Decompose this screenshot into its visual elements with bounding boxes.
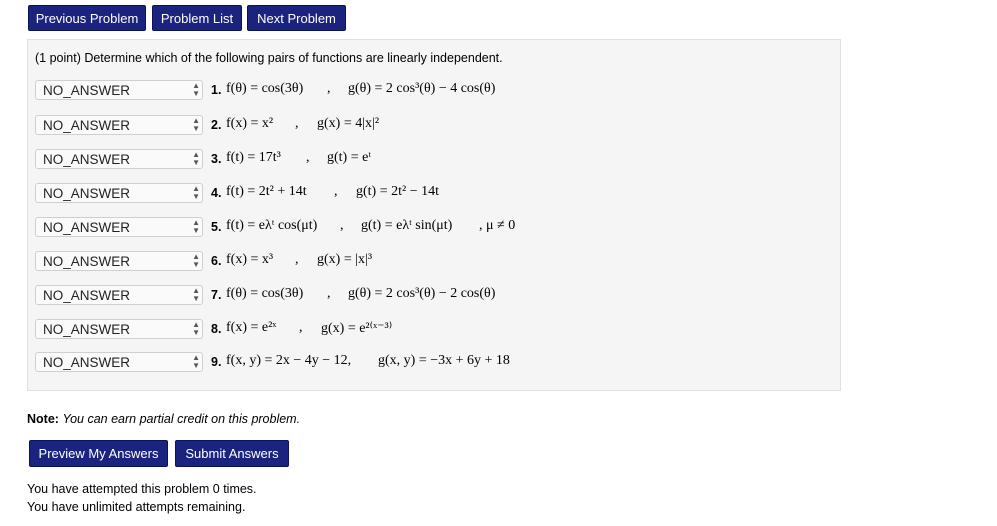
item-f-expression: f(x, y) = 2x − 4y − 12, [226,353,352,368]
item-number: 4. [211,186,222,200]
answer-select-2[interactable] [35,115,203,135]
select-value: NO_ANSWER [43,152,131,167]
remaining-attempts-status: You have unlimited attempts remaining. [27,500,246,514]
item-separator: , [334,184,338,199]
item-number: 8. [211,322,222,336]
item-g-expression: g(t) = 2t² − 14t [356,184,439,199]
item-g-expression: g(x) = 4|x|² [317,116,380,131]
previous-problem-button[interactable]: Previous Problem [28,5,146,31]
submit-answers-button[interactable]: Submit Answers [175,440,289,467]
select-value: NO_ANSWER [43,288,131,303]
item-g-expression: g(x) = e²⁽ˣ⁻³⁾ [321,321,393,336]
item-separator: , [306,150,310,165]
item-f-expression: f(θ) = cos(3θ) [226,81,304,96]
item-g-expression: g(t) = eᵗ [327,150,372,165]
answer-select-5[interactable] [35,217,203,237]
item-g-expression: g(θ) = 2 cos³(θ) − 2 cos(θ) [348,286,496,301]
item-f-expression: f(x) = x² [226,116,274,131]
item-separator: , [295,116,299,131]
answer-row-6 [35,251,835,273]
answer-select-1[interactable] [35,80,203,100]
item-separator: , [340,218,344,233]
answer-row-1 [35,80,835,102]
item-number: 9. [211,355,222,369]
problem-panel [27,39,841,391]
answer-row-3 [35,149,835,171]
problem-prompt: (1 point) Determine which of the following pairs of functions are linearly independent. [35,51,503,65]
select-value: NO_ANSWER [43,83,131,98]
item-f-expression: f(t) = 2t² + 14t [226,184,307,199]
item-separator: , [299,320,303,335]
answer-row-2 [35,115,835,137]
select-value: NO_ANSWER [43,186,131,201]
select-arrows-icon: ▲ ▼ [192,320,200,337]
item-condition: , μ ≠ 0 [479,218,516,233]
answer-select-6[interactable] [35,251,203,271]
item-g-expression: g(x, y) = −3x + 6y + 18 [378,353,510,368]
partial-credit-note [27,412,300,426]
item-f-expression: f(θ) = cos(3θ) [226,286,304,301]
select-arrows-icon: ▲ ▼ [192,252,200,269]
item-number: 3. [211,152,222,166]
item-g-expression: g(x) = |x|³ [317,252,373,267]
select-arrows-icon: ▲ ▼ [192,218,200,235]
answer-select-3[interactable] [35,149,203,169]
answer-row-5 [35,217,835,239]
select-arrows-icon: ▲ ▼ [192,150,200,167]
item-f-expression: f(x) = x³ [226,252,274,267]
item-number: 5. [211,220,222,234]
item-f-expression: f(x) = e²ˣ [226,320,277,335]
item-number: 6. [211,254,222,268]
select-value: NO_ANSWER [43,355,131,370]
note-text: You can earn partial credit on this problem. [62,412,301,426]
answer-select-7[interactable] [35,285,203,305]
item-number: 2. [211,118,222,132]
item-g-expression: g(t) = eλᵗ sin(μt) [361,218,453,233]
item-f-expression: f(t) = 17t³ [226,150,281,165]
problem-list-button[interactable]: Problem List [152,5,242,31]
item-number: 7. [211,288,222,302]
preview-answers-button[interactable]: Preview My Answers [29,440,168,467]
note-label: Note: [27,412,59,426]
next-problem-button[interactable]: Next Problem [247,5,346,31]
answer-row-9 [35,352,835,374]
item-g-expression: g(θ) = 2 cos³(θ) − 4 cos(θ) [348,81,496,96]
select-arrows-icon: ▲ ▼ [192,286,200,303]
select-arrows-icon: ▲ ▼ [192,184,200,201]
attempts-status: You have attempted this problem 0 times. [27,482,257,496]
select-value: NO_ANSWER [43,220,131,235]
answer-row-8 [35,319,835,341]
answer-select-4[interactable] [35,183,203,203]
answer-select-9[interactable] [35,352,203,372]
answer-row-4 [35,183,835,205]
select-value: NO_ANSWER [43,254,131,269]
select-value: NO_ANSWER [43,322,131,337]
answer-select-8[interactable] [35,319,203,339]
item-separator: , [327,81,331,96]
select-arrows-icon: ▲ ▼ [192,353,200,370]
answer-row-7 [35,285,835,307]
item-separator: , [295,252,299,267]
select-arrows-icon: ▲ ▼ [192,116,200,133]
item-separator: , [327,286,331,301]
item-number: 1. [211,83,222,97]
select-arrows-icon: ▲ ▼ [192,81,200,98]
select-value: NO_ANSWER [43,118,131,133]
item-f-expression: f(t) = eλᵗ cos(μt) [226,218,318,233]
